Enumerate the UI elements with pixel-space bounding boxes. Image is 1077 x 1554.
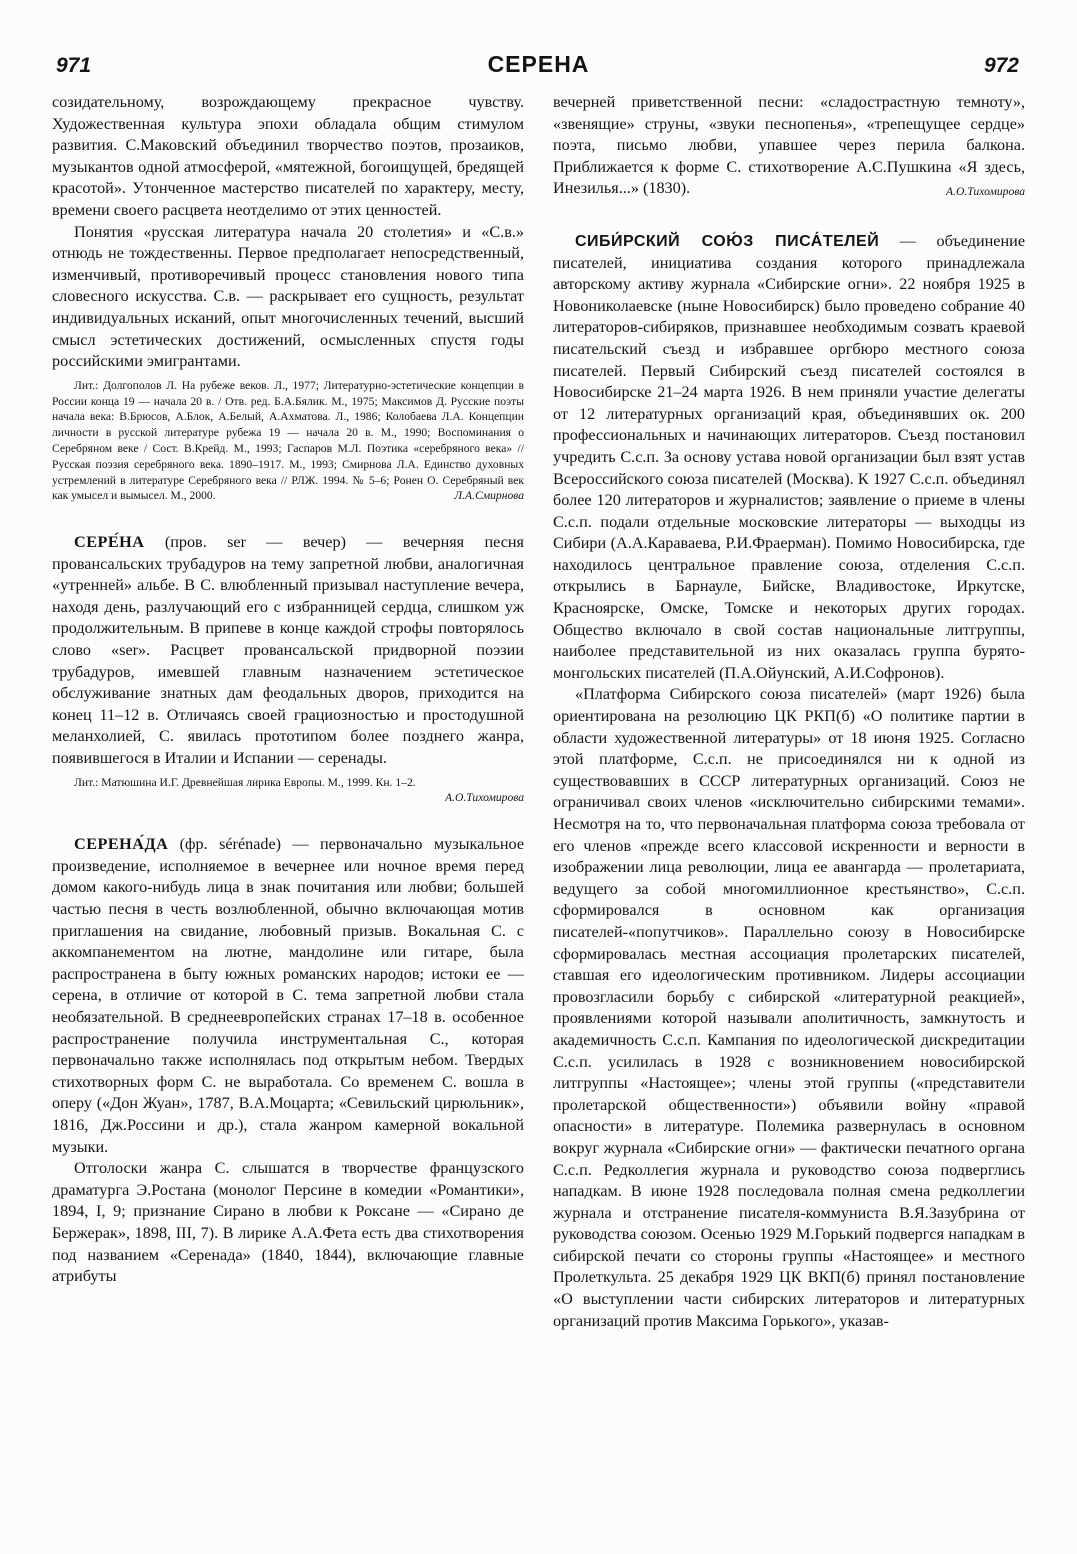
author-signature-1: Л.А.Смирнова — [454, 489, 524, 503]
author-signature-2: А.О.Тихомирова — [445, 791, 524, 805]
entry-serenada-paragraph-2: Отголоски жанра С. слышатся в творчестве французского драматурга Э.Ростана (монолог Персине в комедии «Романтики», 1894, I, 9; признание Сирано в любви к Роксане — «Сирано де Бержерак», 1898, III, 7). В лирике А.А.Фета есть два стихотворения под названием «Серенада» (1840, 1844), включающие главные атрибуты — [52, 1159, 524, 1286]
entry-serena-text: (пров. ser — вечер) — вечерняя песня провансальских трубадуров на тему запретной любви, аналогичная «утренней» альбе. В С. влюбленный призывал наступление вечера, находя день, разлучающий его с избранницей сердца, слишком уж продолжительным. В припеве в конце каждой строфы повторялось слово «ser». Расцвет провансальской придворной поэзии трубадуров, имевшей главным назначением эстетическое обслуживание знатных дам феодальных дворов, приходится на конец 11–12 в. Отличаясь своей грациозностью и простодушной меланхолией, С. явилась прототипом более позднего жанра, появившегося в Италии и Испании — серенады. — [52, 533, 525, 768]
entry-serenada — [52, 834, 524, 1158]
right-column — [553, 92, 1025, 1332]
page-number-right: 972 — [983, 54, 1019, 77]
entry-serenada-text-1: (фр. sérénade) — первоначально музыкальное произведение, исполняемое в вечернее или ночное время перед домом какого-нибудь лица в знак почитания или любви; большей частью песня в честь возлюбленной, обычно включающая мотив приглашения на свидание, любовный призыв. Вокальная С. с аккомпанементом на лютне, мандолине или гитаре, была распространена в быту южных романских народов; истоки ее — серена, в отличие от которой в С. тема запретной любви стала необязательной. В среднеевропейских странах 17–18 в. особенное распространение получила инструментальная С., которая первоначально также исполнялась под открытым небом. Твердых стихотворных форм С. не выработала. Со временем С. вошла в оперу («Дон Жуан», 1787, В.А.Моцарта; «Севильский цирюльник», 1816, Дж.Россини и др.), стала жанром камерной вокальной музыки. — [52, 835, 525, 1156]
bibliography-1-text: Лит.: Долгополов Л. На рубеже веков. Л., 1977; Литературно-эстетические концепции в России конца 19 — начала 20 в. / Отв. ред. Б.А.Бялик. М., 1975; Максимов Д. Русские поэты начала века: В.Брюсов, А.Блок, А.Белый, А.Ахматова. Л., 1986; Колобаева Л.А. Концепции личности в русской литературе рубежа 19 — начала 20 в. М., 1990; Воспоминания о Серебряном веке / Сост. В.Крейд. М., 1993; Гаспаров М.Л. Поэтика «серебряного века» // Русская поэзия серебряного века. 1890–1917. М., 1993; Смирнова Л.А. Единство духовных устремлений в литературе Серебряного века // РЛЖ. 1994. № 5–6; Ронен О. Серебряный век как умысел и вымысел. М., 2000. — [52, 378, 524, 503]
bibliography-2-text: Лит.: Матюшина И.Г. Древнейшая лирика Европы. М., 1999. Кн. 1–2. — [74, 775, 416, 789]
entry-siberian-union — [553, 231, 1025, 684]
author-signature-3: А.О.Тихомирова — [946, 185, 1025, 199]
left-column — [52, 92, 524, 1332]
entry-serena-headword: СЕРЕ́НА — [74, 533, 145, 552]
page-header — [52, 42, 1025, 82]
intro-paragraph-1: созидательному, возрождающему прекрасное чувству. Художественная культура эпохи обладала общим стимулом развития. С.Маковский объединил творчество поэтов, прозаиков, музыкантов одной атмосферой, «мятежной, богоищущей, бредящей красотой». Утонченное мастерство писателей по характеру, месту, времени своего расцвета неотделимо от этих ценностей. — [52, 93, 524, 219]
entry-siberian-union-text-1: — объединение писателей, инициатива создания которого принадлежала авторскому активу журнала «Сибирские огни». 22 ноября 1925 в Новониколаевске (ныне Новосибирск) было проведено собрание 40 литераторов-сибиряков, признавшее необходимым созвать краевой писательский съезд и избравшее оргбюро местного союза писателей. Первый Сибирский съезд писателей состоялся в Новосибирске 21–24 марта 1926. В нем приняли участие делегаты от 12 литературных организаций края, объединявших ок. 200 профессиональных и начинающих литераторов. Съезд постановил учредить С.с.п. За основу устава новой организации был взят устав Всероссийского союза писателей (Москва). К 1927 С.с.п. объединял более 120 литераторов и журналистов; заявление о приеме в члены С.с.п. подали отдельные московские литераторы — выходцы из Сибири (А.А.Караваева, Р.И.Фраерман). Помимо Новосибирска, где находилось центральное правление союза, отделения С.с.п. открылись в Барнауле, Бийске, Владивостоке, Иркутске, Красноярске, Омске, Томске и некоторых других городах. Общество включало в свой состав национальные литгруппы, наиболее представительной из них оказалась группа бурято-монгольских писателей (П.А.Ойунский, А.И.Софронов). — [553, 231, 1026, 682]
bibliography-1 — [52, 378, 524, 504]
entry-serenada-headword: СЕРЕНА́ДА — [74, 835, 169, 854]
text-columns — [52, 92, 1025, 1332]
page-number-left: 971 — [56, 54, 92, 77]
bibliography-2 — [52, 775, 524, 807]
continued-text: вечерней приветственной песни: «сладострастную темноту», «звенящие» струны, «звуки песнопенья», «трепещущее сердце» поэта, письмо любви, упавшее через перила балкона. Приближается к форме С. стихотворение А.С.Пушкина «Я здесь, Инезилья...» (1830). — [553, 93, 1025, 198]
running-title: СЕРЕНА — [487, 51, 590, 77]
intro-paragraph-2: Понятия «русская литература начала 20 столетия» и «С.в.» отнюдь не тождественны. Первое предполагает непосредственный, изменчивый, противоречивый процесс становления нового типа словесного искусства. С.в. — раскрывает его сущность, результат индивидуальных исканий, опыт многочисленных течений, высший смысл эстетических достижений, осмысленных спустя годы российскими эмигрантами. — [52, 222, 524, 371]
entry-serena — [52, 532, 524, 770]
entry-siberian-union-paragraph-2: «Платформа Сибирского союза писателей» (март 1926) была ориентирована на резолюцию ЦК РКП(б) «О политике партии в области художественной литературы» от 18 июня 1925. Согласно этой платформе, С.с.п. не присоединялся ни к одной из существовавших в СССР литературных организаций. Союз не ограничивал своих членов «исключительно сибирскими темами». Несмотря на то, что первоначальная платформа союза требовала от его членов «прежде всего классовой искренности и верности в изображении лица революции, лица ее авангарда — пролетариата, ведущего за собой многомиллионное крестьянство», С.с.п. сформировался в основном как организация писателей-«попутчиков». Параллельно союзу в Новосибирске сформировалась местная ассоциация пролетарских писателей, ставшая его идеологическим противником. Лидеры ассоциации провозгласили борьбу с сибирской «литературной реакцией», проявлениями которой называли аполитичность, замкнутость и академичность С.с.п. Кампания по идеологической дискредитации С.с.п. усилилась в 1928 с возникновением новосибирской литгруппы «Настоящее»; члены этой группы («представители пролетарской общественности») объявили войну «правой опасности» в литературе. Полемика развернулась в основном вокруг журнала «Сибирские огни» — фактически печатного органа С.с.п. Редколлегия журнала и руководство союза подверглись нападкам. В июне 1928 последовала полная смена редколлегии журнала и отстранение писателя-коммуниста В.Я.Зазубрина от руководства союзом. Осенью 1929 М.Горький подвергся нападкам в сибирской печати со стороны группы «Настоящее» и местного Пролеткульта. 25 декабря 1929 ЦК ВКП(б) принял постановление «О выступлении части сибирских литераторов и литературных организаций против Максима Горького», указав- — [553, 685, 1025, 1330]
entry-siberian-union-headword: СИБИ́РСКИЙ СОЮ́З ПИСА́ТЕЛЕЙ — [575, 232, 880, 250]
continued-paragraph — [553, 92, 1025, 200]
